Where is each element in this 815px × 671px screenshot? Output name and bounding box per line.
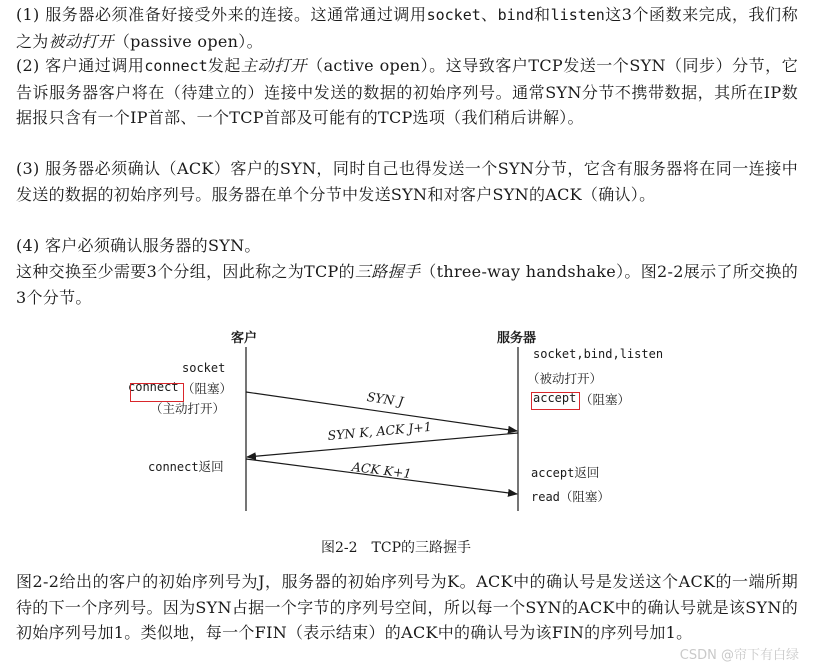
server-accept-blocking: （阻塞）: [580, 392, 631, 407]
server-accept-return-suffix: 返回: [574, 465, 600, 480]
caption-number: 图2-2: [321, 540, 358, 556]
p1-bind-code: bind: [497, 6, 534, 24]
p1-sep: 、: [480, 5, 498, 24]
client-active-open: （主动打开）: [150, 401, 226, 416]
client-connect-return-suffix: 返回: [198, 459, 224, 474]
p1-text-b: 这3个函数来完成，我们称之为: [16, 5, 798, 51]
paragraph-4: (4) 客户必须确认服务器的SYN。: [16, 236, 261, 255]
figure-caption: [321, 537, 471, 557]
p1-term-passive-open: 被动打开: [48, 31, 114, 51]
client-header: 客户: [231, 331, 258, 346]
paragraph-3: (3) 服务器必须确认（ACK）客户的SYN，同时自己也得发送一个SYN分节，它含有服务器将在同一连接中发送的数据的初始序列号。服务器在单个分节中发送SYN和对客户SYN的ACK（确认）。: [16, 159, 798, 204]
caption-title: TCP的三路握手: [371, 540, 472, 556]
p1-text-a: (1) 服务器必须准备好接受外来的连接。这通常通过调用: [16, 5, 427, 24]
p1-text-c: （passive open）。: [113, 31, 263, 51]
p2-term-active-open: 主动打开: [240, 56, 308, 75]
p1-listen-code: listen: [550, 6, 605, 24]
client-connect-blocking: （阻塞）: [182, 381, 233, 396]
p5-term-three-way-handshake: 三路握手: [354, 262, 421, 281]
p2-text-a: (2) 客户通过调用: [16, 56, 145, 75]
client-connect-return: [148, 456, 224, 475]
csdn-watermark: CSDN @帘下有白绿: [679, 648, 799, 663]
p1-and: 和: [533, 5, 551, 24]
p5-text-a: 这种交换至少需要3个分组，因此称之为TCP的: [16, 262, 355, 281]
p2-connect-code: connect: [144, 57, 208, 75]
server-passive-open: （被动打开）: [527, 371, 603, 386]
server-socket-bind-listen: socket,bind,listen: [533, 347, 664, 361]
server-accept-return-call: accept: [531, 466, 575, 480]
server-header: 服务器: [497, 331, 537, 346]
p5-text-b: （three-way handshake）。图2-2展示了所交换的3个分节。: [16, 262, 798, 307]
server-accept-return: [531, 462, 599, 481]
server-read-call: read: [531, 490, 560, 504]
p2-text-c: （active open）。这导致客户TCP发送一个SYN（同步）分节，它告诉服务器客户将在（待建立的）连接中发送的数据的初始序列号。通常SYN分节不携带数据，其所在IP数据报只含有一个IP首部、一个TCP首部及可能有的TCP选项（我们稍后讲解）。: [16, 56, 799, 128]
segment-syn-k-ack: SYN K, ACK J+1: [327, 418, 433, 443]
segment-ack-k: ACK K+1: [351, 459, 413, 482]
client-connect-label: connect: [128, 380, 179, 394]
accept-highlight-box: [531, 392, 580, 410]
server-accept-label: accept: [533, 391, 577, 405]
segment-syn-j: SYN J: [365, 389, 405, 409]
server-read: [531, 486, 610, 505]
p1-socket-code: socket: [426, 6, 481, 24]
client-socket-label: socket: [182, 361, 226, 375]
server-read-blocking: （阻塞）: [559, 489, 610, 504]
p2-text-b: 发起: [207, 56, 241, 75]
client-connect-return-call: connect: [148, 460, 199, 474]
paragraph-6: 图2-2给出的客户的初始序列号为J，服务器的初始序列号为K。ACK中的确认号是发送这个ACK的一端所期待的下一个序列号。因为SYN占据一个字节的序列号空间，所以每一个SYN的ACK中的确认号就是该SYN的初始序列号加1。类似地，每一个FIN（表示结束）的ACK中的确认号为该FIN的序列号加1。: [16, 572, 798, 643]
